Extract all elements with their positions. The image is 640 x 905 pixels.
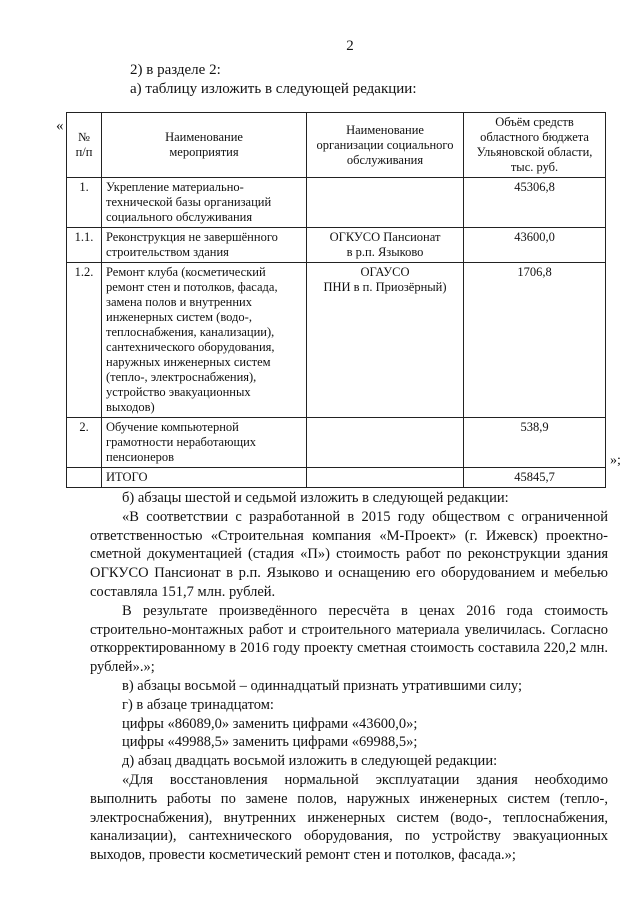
row-activity: Реконструкция не завершённого строительством здания [102, 228, 307, 263]
table-row [67, 178, 606, 228]
row-org [307, 468, 464, 488]
table-total-row [67, 468, 606, 488]
paragraph-g2: цифры «49988,5» заменить цифрами «69988,5»; [122, 734, 418, 751]
table-row [67, 228, 606, 263]
row-num: 2. [67, 418, 102, 468]
row-activity: Обучение компьютерной грамотности неработающих пенсионеров [102, 418, 307, 468]
row-volume: 538,9 [464, 418, 606, 468]
row-volume: 43600,0 [464, 228, 606, 263]
row-num [67, 468, 102, 488]
row-activity: ИТОГО [102, 468, 307, 488]
row-org: ОГАУСО ПНИ в п. Приозёрный) [307, 263, 464, 418]
row-num: 1.1. [67, 228, 102, 263]
quoted-paragraph: В результате произведённого пересчёта в ценах 2016 года стоимость строительно-монтажных работ и строительного материала увеличилась. Согласно откорректированному в 2016 году проекту сметная стоимость составила 220,2 млн. рублей».»; [90, 602, 608, 676]
amendment-text [90, 489, 608, 865]
row-volume: 1706,8 [464, 263, 606, 418]
quoted-paragraph: «Для восстановления нормальной эксплуатации здания необходимо выполнить работы по замене полов, наружных инженерных систем (тепло-, электроснабжения), внутренних инженерных систем (водо-, теплоснабжения, канализации), сантехнического оборудования, по устройству эвакуационных выходов, провести косметический ремонт стен и потолков, фасада.»; [90, 771, 608, 864]
row-org [307, 418, 464, 468]
header-activity: Наименование мероприятия [102, 113, 307, 178]
row-org: ОГКУСО Пансионат в р.п. Языково [307, 228, 464, 263]
opening-quote: « [56, 118, 64, 134]
page-number: 2 [346, 38, 354, 54]
row-activity: Укрепление материально-технической базы организаций социального обслуживания [102, 178, 307, 228]
header-volume: Объём средств областного бюджета Ульяновской области, тыс. руб. [464, 113, 606, 178]
row-activity: Ремонт клуба (косметический ремонт стен и потолков, фасада, замена полов и внутренних инженерных систем (водо-, теплоснабжения, канализации), сантехнического оборудования, наружных инженерных систем (тепло-, электроснабжения), устройство эвакуационных выходов) [102, 263, 307, 418]
table-header-row [67, 113, 606, 178]
closing-quote: »; [610, 453, 621, 468]
row-volume: 45845,7 [464, 468, 606, 488]
header-org: Наименование организации социального обслуживания [307, 113, 464, 178]
table-row [67, 418, 606, 468]
paragraph-b: б) абзацы шестой и седьмой изложить в следующей редакции: [122, 490, 509, 506]
table-intro: а) таблицу изложить в следующей редакции: [130, 81, 417, 97]
row-num: 1.2. [67, 263, 102, 418]
row-org [307, 178, 464, 228]
quoted-paragraph: «В соответствии с разработанной в 2015 году обществом с ограниченной ответственностью «Строительная компания «М-Проект» (г. Ижевск) проектно-сметной документацией (стадия «П») стоимость работ по реконструкции здания ОГКУСО Пансионат в р.п. Языково и оснащению его оборудованием и мебелью составляла 151,7 млн. рублей. [90, 508, 608, 600]
row-num: 1. [67, 178, 102, 228]
paragraph-v: в) абзацы восьмой – одиннадцатый признать утратившими силу; [122, 677, 522, 694]
paragraph-g1: цифры «86089,0» заменить цифрами «43600,0»; [122, 715, 418, 732]
table-row [67, 263, 606, 418]
row-volume: 45306,8 [464, 178, 606, 228]
section-heading: 2) в разделе 2: [130, 62, 221, 78]
paragraph-g: г) в абзаце тринадцатом: [122, 696, 274, 713]
funding-table [66, 112, 606, 488]
header-num: № п/п [67, 113, 102, 178]
paragraph-d: д) абзац двадцать восьмой изложить в следующей редакции: [122, 753, 498, 770]
